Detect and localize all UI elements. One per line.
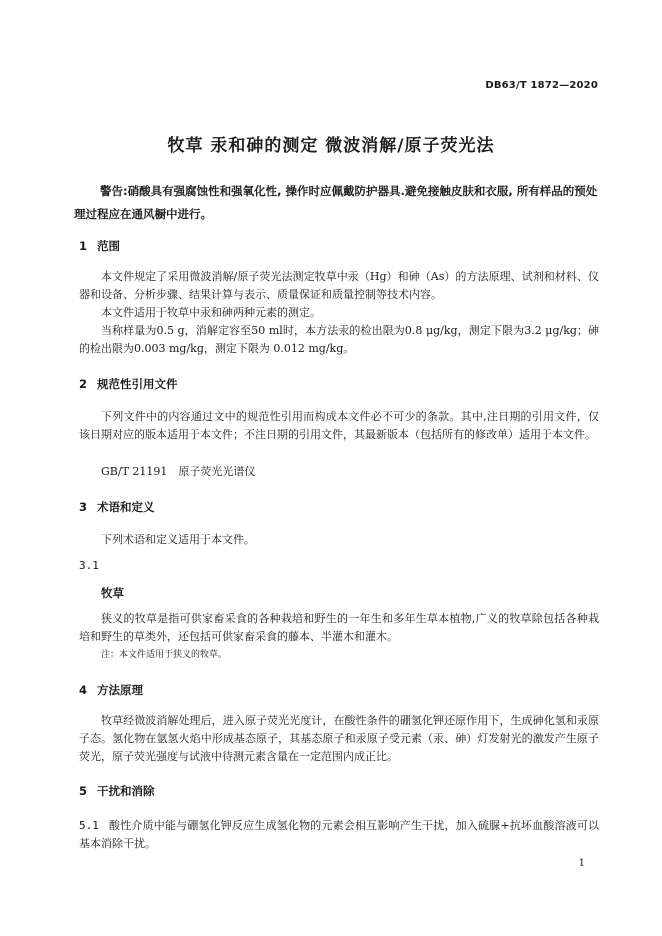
- document-title: 牧草 汞和砷的测定 微波消解/原子荧光法: [167, 136, 495, 156]
- interference-text: 酸性介质中能与硼氢化钾反应生成氢化物的元素会相互影响产生干扰，加入硫脲+抗坏血酸溶液可以基本消除干扰。: [79, 819, 599, 850]
- section-title: 术语和定义: [97, 500, 155, 514]
- section-number: 4: [79, 683, 88, 697]
- scope-paragraph-3: 当称样量为0.5 g，消解定容至50 ml时，本方法汞的检出限为0.8 μg/kg，测定下限为3.2 μg/kg；砷的检出限为0.003 mg/kg，测定下限为 0.012 mg/kg。: [79, 324, 599, 355]
- subclause-number: 5.1: [79, 819, 99, 832]
- section-title: 规范性引用文件: [97, 377, 178, 391]
- section-heading-principle: [79, 682, 143, 698]
- section-title: 范围: [97, 239, 120, 253]
- section-title: 方法原理: [97, 683, 143, 697]
- subclause-number: 3.1: [79, 559, 99, 572]
- refs-paragraph-1: 下列文件中的内容通过文中的规范性引用而构成本文件必不可少的条款。其中,注日期的引用文件，仅该日期对应的版本适用于本文件；不注日期的引用文件，其最新版本（包括所有的修改单）适用于本文件。: [79, 410, 599, 441]
- interference-paragraph-1: [79, 817, 599, 853]
- standard-number: DB63/T 1872—2020: [485, 80, 598, 91]
- section-number: 2: [79, 377, 88, 391]
- section-number: 3: [79, 500, 88, 514]
- term-name: 牧草: [101, 586, 124, 600]
- section-heading-terms: [79, 499, 155, 515]
- scope-paragraph-1: 本文件规定了采用微波消解/原子荧光法测定牧草中汞（Hg）和砷（As）的方法原理、试剂和材料、仪器和设备、分析步骤、结果计算与表示、质量保证和质量控制等技术内容。: [79, 270, 599, 301]
- section-title: 干扰和消除: [97, 784, 155, 798]
- term-note: 注：本文件适用于狭义的牧草。: [101, 650, 228, 660]
- section-number: 5: [79, 784, 88, 798]
- term-definition: 狭义的牧草是指可供家畜采食的各种栽培和野生的一年生和多年生草本植物,广义的牧草除包括各种栽培和野生的草类外，还包括可供家畜采食的藤本、半灌木和灌木。: [79, 612, 599, 643]
- section-heading-interference: [79, 783, 155, 799]
- terms-paragraph-1: 下列术语和定义适用于本文件。: [101, 533, 255, 546]
- page-number: 1: [578, 858, 585, 869]
- section-heading-refs: [79, 376, 178, 392]
- warning-text: 警告:硝酸具有强腐蚀性和强氧化性, 操作时应佩戴防护器具.避免接触皮肤和衣服, 所有样品的预处理过程应在通风橱中进行。: [74, 184, 598, 221]
- scope-paragraph-2: 本文件适用于牧草中汞和砷两种元素的测定。: [101, 306, 321, 319]
- reference-item: GB/T 21191 原子荧光光谱仪: [101, 465, 256, 478]
- principle-paragraph-1: 牧草经微波消解处理后，进入原子荧光光度计，在酸性条件的硼氢化钾还原作用下，生成砷化氢和汞原子态。氢化物在氩氢火焰中形成基态原子，其基态原子和汞原子受元素（汞、砷）灯发射光的激发产生原子荧光，原子荧光强度与试液中待测元素含量在一定范围内成正比。: [79, 714, 599, 763]
- section-heading-scope: [79, 238, 120, 254]
- section-number: 1: [79, 239, 88, 253]
